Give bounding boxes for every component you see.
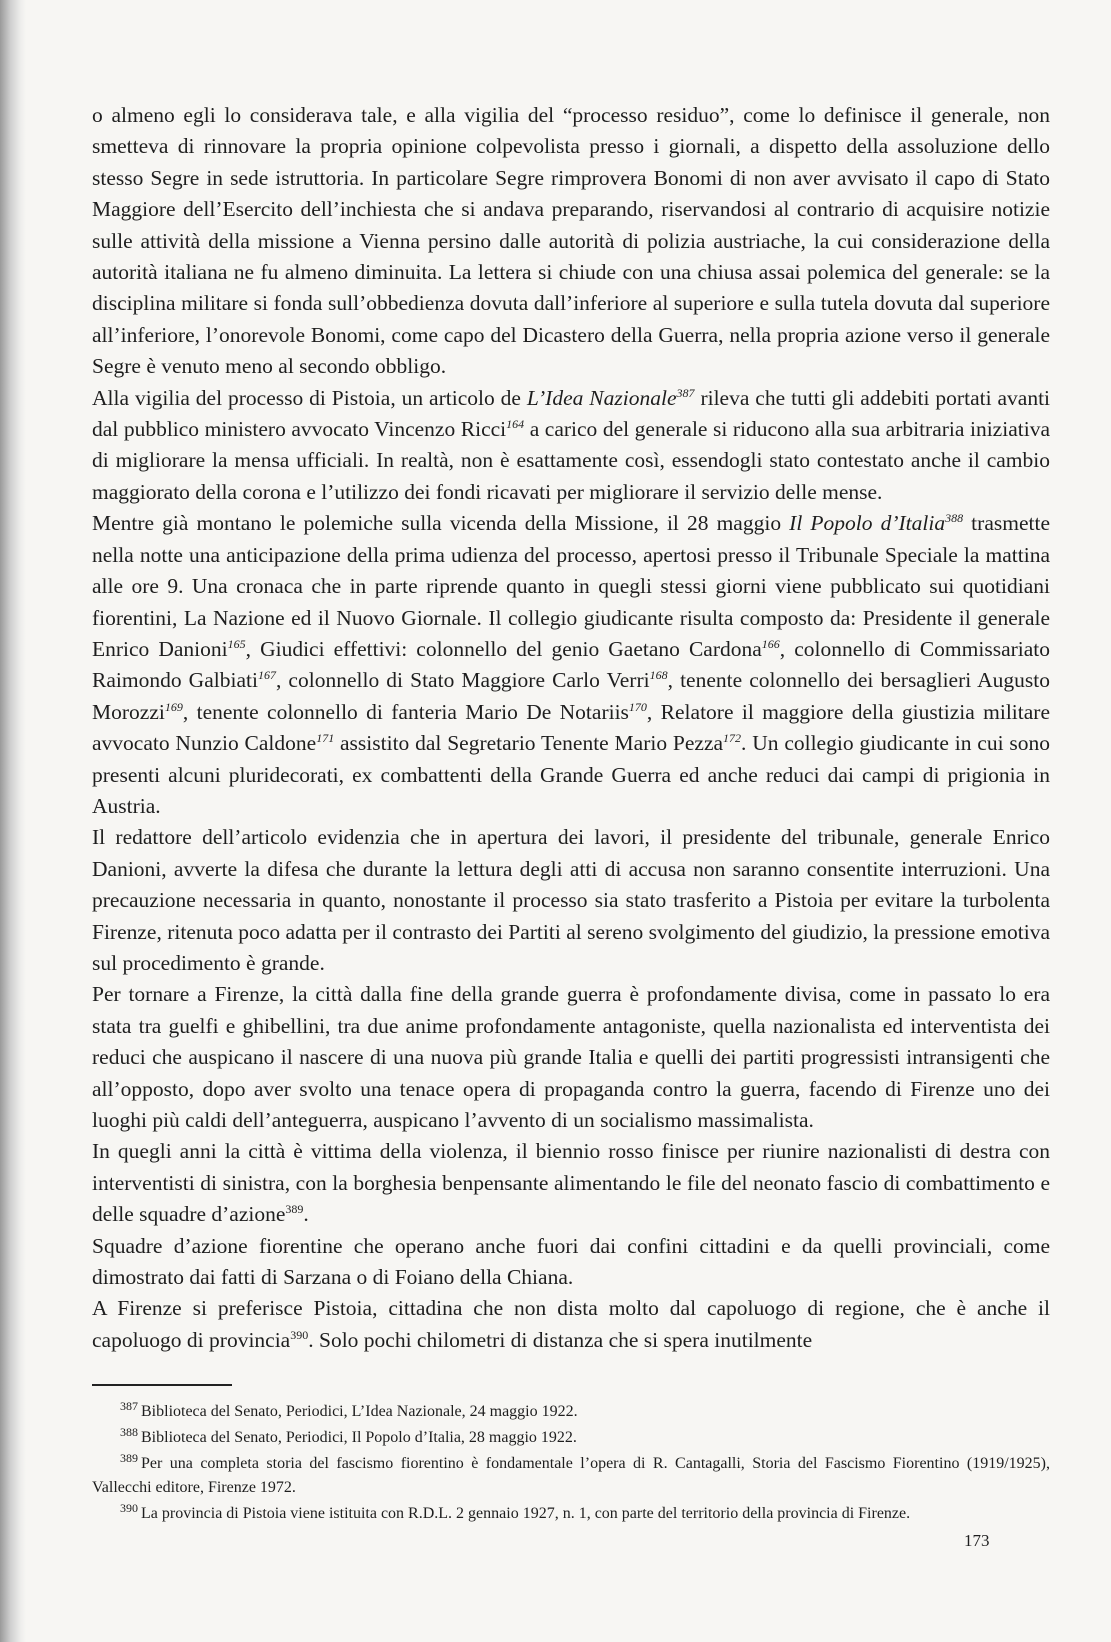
newspaper-title: Il Popolo d’Italia (789, 511, 946, 536)
footnote (92, 1452, 1050, 1500)
text-run: , Relatore il maggiore della giustizia militare avvocato Nunzio Caldone (92, 699, 1050, 756)
text-run: Per tornare a Firenze, la città dalla fine della grande guerra è profondamente divisa, come in passato lo era stata tra guelfi e ghibellini, tra due anime profondamente antagoniste, quella nazionalista ed interventista dei reduci che auspicano il nascere di una nuova più grande Italia e quelli dei partiti progressisti intransigenti che all’opposto, dopo aver svolto una tenace opera di propaganda contro la guerra, facendo di Firenze uno dei luoghi più caldi dell’anteguerra, auspicano l’avvento di un socialismo massimalista. (92, 982, 1050, 1132)
text-run: Squadre d’azione fiorentine che operano anche fuori dai confini cittadini e da quelli provinciali, come dimostrato dai fatti di Sarzana o di Foiano della Chiana. (92, 1233, 1050, 1290)
body-paragraph (92, 1293, 1050, 1356)
body-paragraph (92, 979, 1050, 1136)
footnote-text: Biblioteca del Senato, Periodici, Il Popolo d’Italia, 28 maggio 1922. (141, 1429, 577, 1447)
page-number: 173 (964, 1531, 990, 1550)
body-paragraph (92, 1136, 1050, 1230)
text-run: . Un collegio giudicante in cui sono presenti alcuni pluridecorati, ex combattenti della Grande Guerra ed anche reduci dai campi di prigionia in Austria. (92, 731, 1051, 818)
text-run: A Firenze si preferisce Pistoia, cittadina che non dista molto dal capoluogo di regione, che è anche il capoluogo di provincia (92, 1296, 1050, 1352)
text-run: a carico del generale si riducono alla sua arbitraria iniziativa di migliorare la mensa ufficiali. In realtà, non è esattamente così, essendogli stato contestato anche il cambio maggiorato della corona e l’utilizzo dei fondi ricavati per migliorare il servizio delle mense. (92, 417, 1050, 504)
footnote-reference: 169 (164, 699, 183, 714)
text-run: Il redattore dell’articolo evidenzia che in apertura dei lavori, il presidente del tribunale, generale Enrico Danioni, avverte la difesa che durante la lettura degli atti di accusa non saranno consentite interruzioni. Una precauzione necessaria in quanto, nonostante il processo sia stato trasferito a Pistoia per evitare la turbolenta Firenze, ritenuta poco adatta per il contrasto dei Partiti al sereno svolgimento del giudizio, la pressione emotiva sul procedimento è grande. (92, 825, 1050, 975)
text-run: assistito dal Segretario Tenente Mario Pezza (334, 731, 724, 756)
footnote-reference: 390 (290, 1327, 309, 1342)
footnote-number: 387 (120, 1398, 138, 1413)
text-run: , Giudici effettivi: colonnello del genio Gaetano Cardona (245, 636, 762, 661)
footnote-number: 389 (120, 1450, 138, 1465)
footnote (92, 1502, 1050, 1526)
footnote-reference: 164 (506, 416, 525, 431)
body-paragraph (92, 508, 1050, 822)
footnote (92, 1426, 1050, 1450)
text-run: trasmette nella notte una anticipazione della prima udienza del processo, apertosi presso il Tribunale Speciale la mattina alle ore 9. Una cronaca che in parte riprende quanto in quegli stessi giorni viene pubblicato sui quotidiani fiorentini, La Nazione ed il Nuovo Giornale. Il collegio giudicante risulta composto da: Presidente il generale Enrico Danioni (92, 511, 1050, 661)
body-paragraph (92, 822, 1050, 979)
footnote (92, 1400, 1050, 1424)
footnote-reference: 167 (257, 668, 276, 683)
text-run: , colonnello di Stato Maggiore Carlo Verri (275, 668, 650, 693)
footnote-reference: 172 (723, 730, 742, 745)
footnote-text: Biblioteca del Senato, Periodici, L’Idea Nazionale, 24 maggio 1922. (141, 1403, 578, 1421)
body-text (92, 100, 1050, 1356)
newspaper-title: L’Idea Nazionale (526, 385, 677, 410)
footnote-number: 388 (120, 1424, 138, 1439)
text-run: . Solo pochi chilometri di distanza che si spera inutilmente (308, 1327, 813, 1352)
footnote-reference: 387 (676, 385, 695, 400)
text-run: o almeno egli lo considerava tale, e alla vigilia del “processo residuo”, come lo definisce il generale, non smetteva di rinnovare la propria opinione colpevolista presso i giornali, a dispetto della assoluzione dello stesso Segre in sede istruttoria. In particolare Segre rimprovera Bonomi di non aver avvisato il capo di Stato Maggiore dell’Esercito dell’inchiesta che si andava preparando, riservandosi al contrario di acquisire notizie sulle attività della missione a Vienna persino dalle autorità di polizia austriache, la cui considerazione della autorità italiana ne fu almeno diminuita. La lettera si chiude con una chiusa assai polemica del generale: se la disciplina militare si fonda sull’obbedienza dovuta dall’inferiore al superiore e sulla tutela dovuta dal superiore all’inferiore, l’onorevole Bonomi, come capo del Dicastero della Guerra, nella propria azione verso il generale Segre è venuto meno al secondo obbligo. (92, 103, 1050, 379)
footnote-reference: 389 (285, 1202, 304, 1217)
footnote-reference: 171 (316, 730, 335, 745)
footnote-reference: 170 (628, 699, 647, 714)
footnote-reference: 168 (649, 668, 668, 683)
footnote-reference: 166 (761, 636, 780, 651)
footnote-reference: 388 (945, 511, 964, 526)
body-paragraph (92, 1231, 1050, 1294)
text-run: Mentre già montano le polemiche sulla vicenda della Missione, il 28 maggio (92, 511, 790, 536)
footnote-reference: 165 (227, 636, 246, 651)
text-run: rileva che tutti gli addebiti portati avanti dal pubblico ministero avvocato Vincenzo Ricci (92, 385, 1051, 442)
footnotes (92, 1400, 1050, 1526)
text-run: . (303, 1202, 309, 1227)
text-run: , tenente colonnello di fanteria Mario De Notariis (182, 699, 629, 724)
text-run: Alla vigilia del processo di Pistoia, un articolo de (92, 385, 527, 410)
body-paragraph (92, 383, 1050, 509)
book-page (92, 100, 1050, 1528)
text-run: In quegli anni la città è vittima della violenza, il biennio rosso finisce per riunire nazionalisti di destra con interventisti di sinistra, con la borghesia benpensante alimentando le file del neonato fascio di combattimento e delle squadre d’azione (92, 1139, 1050, 1227)
footnote-text: La provincia di Pistoia viene istituita con R.D.L. 2 gennaio 1927, n. 1, con parte del territorio della provincia di Firenze. (141, 1505, 911, 1523)
footnote-separator (92, 1384, 232, 1386)
text-run: , colonnello di Commissariato Raimondo Galbiati (92, 636, 1051, 693)
page-gutter-shadow (0, 0, 26, 1642)
body-paragraph (92, 100, 1050, 383)
footnote-number: 390 (120, 1500, 138, 1515)
text-run: , tenente colonnello dei bersaglieri Augusto Morozzi (92, 668, 1051, 724)
footnote-text: Per una completa storia del fascismo fiorentino è fondamentale l’opera di R. Cantagalli, Storia del Fascismo Fiorentino (1919/1925), Vallecchi editore, Firenze 1972. (92, 1455, 1050, 1497)
